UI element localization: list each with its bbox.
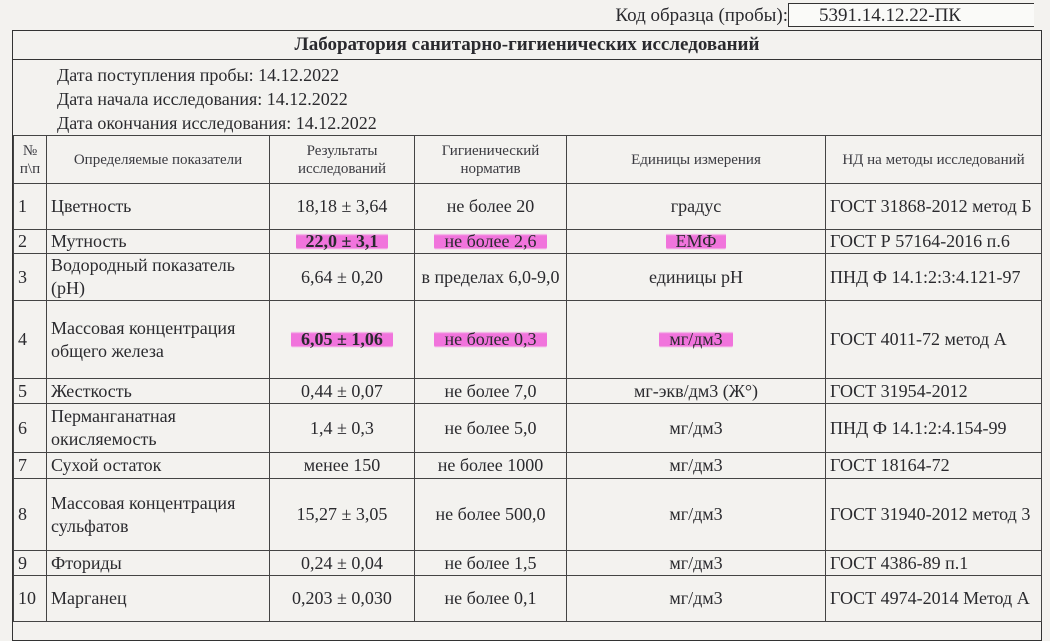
row-norm: не более 500,0: [415, 479, 567, 551]
row-indicator: Перманганатная окисляемость: [47, 404, 270, 453]
row-indicator: Водородный показатель (pH): [47, 254, 270, 301]
row-result: 6,64 ± 0,20: [270, 254, 415, 301]
row-result: 15,27 ± 3,05: [270, 479, 415, 551]
row-number: 9: [14, 551, 47, 576]
row-unit: градус: [567, 184, 826, 230]
row-method: ПНД Ф 14.1:2:4.154-99: [826, 404, 1042, 453]
table-row: [14, 254, 1042, 301]
row-norm: в пределах 6,0-9,0: [415, 254, 567, 301]
row-method: ГОСТ 31868-2012 метод Б: [826, 184, 1042, 230]
row-method: ГОСТ Р 57164-2016 п.6: [826, 230, 1042, 254]
table-row: [14, 184, 1042, 230]
row-result: 1,4 ± 0,3: [270, 404, 415, 453]
row-unit: мг-экв/дм3 (Ж°): [567, 379, 826, 404]
dates-block: [57, 63, 377, 135]
row-indicator: Массовая концентрация сульфатов: [47, 479, 270, 551]
col-header-norm: Гигиенический норматив: [415, 136, 567, 184]
row-number: 7: [14, 453, 47, 479]
row-result: 18,18 ± 3,64: [270, 184, 415, 230]
row-number: 1: [14, 184, 47, 230]
row-norm: не более 20: [415, 184, 567, 230]
row-method: ГОСТ 4386-89 п.1: [826, 551, 1042, 576]
row-result-highlighted: 6,05 ± 1,06: [291, 329, 393, 349]
row-indicator: Марганец: [47, 576, 270, 622]
row-norm-highlighted: не более 0,3: [434, 329, 546, 349]
row-method: ПНД Ф 14.1:2:3:4.121-97: [826, 254, 1042, 301]
row-indicator: Фториды: [47, 551, 270, 576]
row-method: ГОСТ 31954-2012: [826, 379, 1042, 404]
row-indicator: Цветность: [47, 184, 270, 230]
row-method: ГОСТ 4974-2014 Метод А: [826, 576, 1042, 622]
table-row: [14, 479, 1042, 551]
row-method: ГОСТ 4011-72 метод А: [826, 301, 1042, 379]
row-method: ГОСТ 31940-2012 метод 3: [826, 479, 1042, 551]
col-header-number: № п\п: [14, 136, 47, 184]
table-row: [14, 551, 1042, 576]
row-norm-highlighted: не более 2,6: [434, 231, 546, 251]
sample-code-label: Код образца (пробы):: [615, 5, 788, 26]
table-row: [14, 379, 1042, 404]
row-number: 6: [14, 404, 47, 453]
col-header-result: Результаты исследований: [270, 136, 415, 184]
row-unit: мг/дм3: [567, 404, 826, 453]
row-number: 5: [14, 379, 47, 404]
lab-title: Лаборатория санитарно-гигиенических исследований: [13, 31, 1041, 60]
row-norm: не более 7,0: [415, 379, 567, 404]
table-row: [14, 404, 1042, 453]
sample-code-row: [0, 3, 1050, 29]
row-number: 3: [14, 254, 47, 301]
col-header-unit: Единицы измерения: [567, 136, 826, 184]
table-row: [14, 301, 1042, 379]
row-norm: не более 1000: [415, 453, 567, 479]
row-number: 10: [14, 576, 47, 622]
row-unit: мг/дм3: [567, 576, 826, 622]
date-start: Дата начала исследования: 14.12.2022: [57, 89, 348, 109]
row-result: менее 150: [270, 453, 415, 479]
row-unit: единицы pH: [567, 254, 826, 301]
row-unit: мг/дм3: [567, 479, 826, 551]
date-end: Дата окончания исследования: 14.12.2022: [57, 113, 377, 133]
row-result: 0,44 ± 0,07: [270, 379, 415, 404]
row-result-highlighted: 22,0 ± 3,1: [296, 231, 389, 251]
table-row: [14, 453, 1042, 479]
row-unit-highlighted: ЕМФ: [666, 231, 727, 251]
date-received: Дата поступления пробы: 14.12.2022: [57, 65, 340, 85]
table-row: [14, 230, 1042, 254]
row-number: 4: [14, 301, 47, 379]
row-result: 0,203 ± 0,030: [270, 576, 415, 622]
row-unit: мг/дм3: [567, 551, 826, 576]
row-method: ГОСТ 18164-72: [826, 453, 1042, 479]
row-result: 0,24 ± 0,04: [270, 551, 415, 576]
row-indicator: Сухой остаток: [47, 453, 270, 479]
row-norm: не более 5,0: [415, 404, 567, 453]
row-number: 2: [14, 230, 47, 254]
report-frame: [12, 30, 1042, 641]
table-header-row: [14, 136, 1042, 184]
row-indicator: Массовая концентрация общего железа: [47, 301, 270, 379]
row-number: 8: [14, 479, 47, 551]
row-norm: не более 1,5: [415, 551, 567, 576]
col-header-method: НД на методы исследований: [826, 136, 1042, 184]
table-row: [14, 576, 1042, 622]
row-unit: мг/дм3: [567, 453, 826, 479]
results-table: [13, 135, 1042, 622]
row-norm: не более 0,1: [415, 576, 567, 622]
row-indicator: Жесткость: [47, 379, 270, 404]
sample-code-value: 5391.14.12.22-ПК: [788, 3, 1034, 27]
row-unit-highlighted: мг/дм3: [659, 329, 732, 349]
col-header-indicator: Определяемые показатели: [47, 136, 270, 184]
row-indicator: Мутность: [47, 230, 270, 254]
